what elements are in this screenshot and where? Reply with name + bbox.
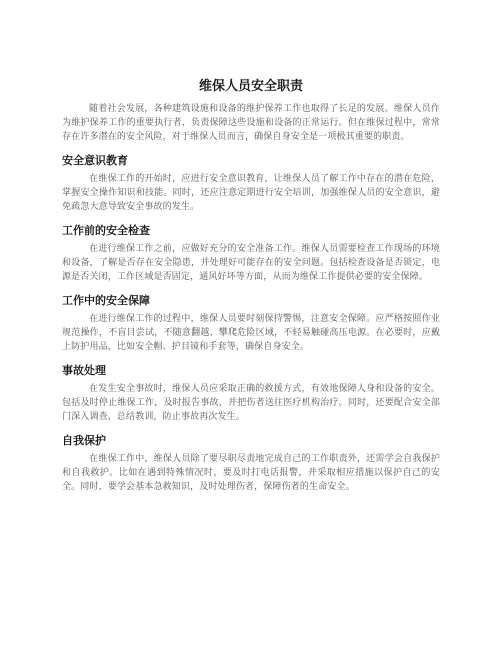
section-heading: 自我保护 bbox=[62, 434, 106, 447]
section-accident-handling bbox=[62, 363, 440, 424]
section-heading: 工作前的安全检查 bbox=[62, 224, 150, 237]
section-self-protection bbox=[62, 433, 440, 494]
section-safety-awareness bbox=[62, 153, 440, 214]
intro-paragraph: 随着社会发展，各种建筑设施和设备的维护保养工作也取得了长足的发展。维保人员作为维护保养工作的重要执行者，负责保障这些设施和设备的正常运行。但在维保过程中，常常存在许多潜在的安全风险，对于维保人员而言，确保自身安全是一项极其重要的职责。 bbox=[62, 104, 440, 142]
section-heading: 工作中的安全保障 bbox=[62, 294, 150, 307]
section-on-the-job-safety bbox=[62, 293, 440, 354]
section-body: 在维保工作的开始时，应进行安全意识教育，让维保人员了解工作中存在的潜在危险，掌握安全操作知识和技能。同时，还应注意定期进行安全培训，加强维保人员的安全意识，避免疏忽大意导致安全事故的发生。 bbox=[62, 174, 440, 212]
section-heading: 安全意识教育 bbox=[62, 154, 128, 167]
section-pre-work-check bbox=[62, 223, 440, 284]
document-page bbox=[62, 78, 440, 494]
document-title: 维保人员安全职责 bbox=[198, 79, 303, 94]
section-body: 在发生安全事故时，维保人员应采取正确的救援方式，有效地保障人身和设备的安全。包括及时停止维保工作，及时报告事故，并把伤者送往医疗机构治疗。同时，还要配合安全部门深入调查，总结教训，防止事故再次发生。 bbox=[62, 384, 440, 422]
section-body: 在维保工作中，维保人员除了要尽职尽责地完成自己的工作职责外，还需学会自我保护和自我救护。比如在遇到特殊情况时，要及时打电话报警，并采取相应措施以保护自己的安全。同时，要学会基本急救知识，及时处理伤者，保障伤者的生命安全。 bbox=[62, 454, 440, 492]
section-heading: 事故处理 bbox=[62, 364, 106, 377]
section-body: 在进行维保工作的过程中，维保人员要时刻保持警惕，注意安全保障。应严格按照作业规范操作，不盲目尝试，不随意翻越、攀爬危险区域，不轻易触碰高压电源。在必要时，应戴上防护用品，比如安全帽、护目镜和手套等，确保自身安全。 bbox=[62, 314, 440, 352]
section-body: 在进行维保工作之前，应做好充分的安全准备工作。维保人员需要检查工作现场的环境和设备，了解是否存在安全隐患，并处理好可能存在的安全问题。包括检查设备是否锁定，电源是否关闭，工作区域是否固定，通风好坏等方面，从而为维保工作提供必要的安全保障。 bbox=[62, 244, 440, 282]
